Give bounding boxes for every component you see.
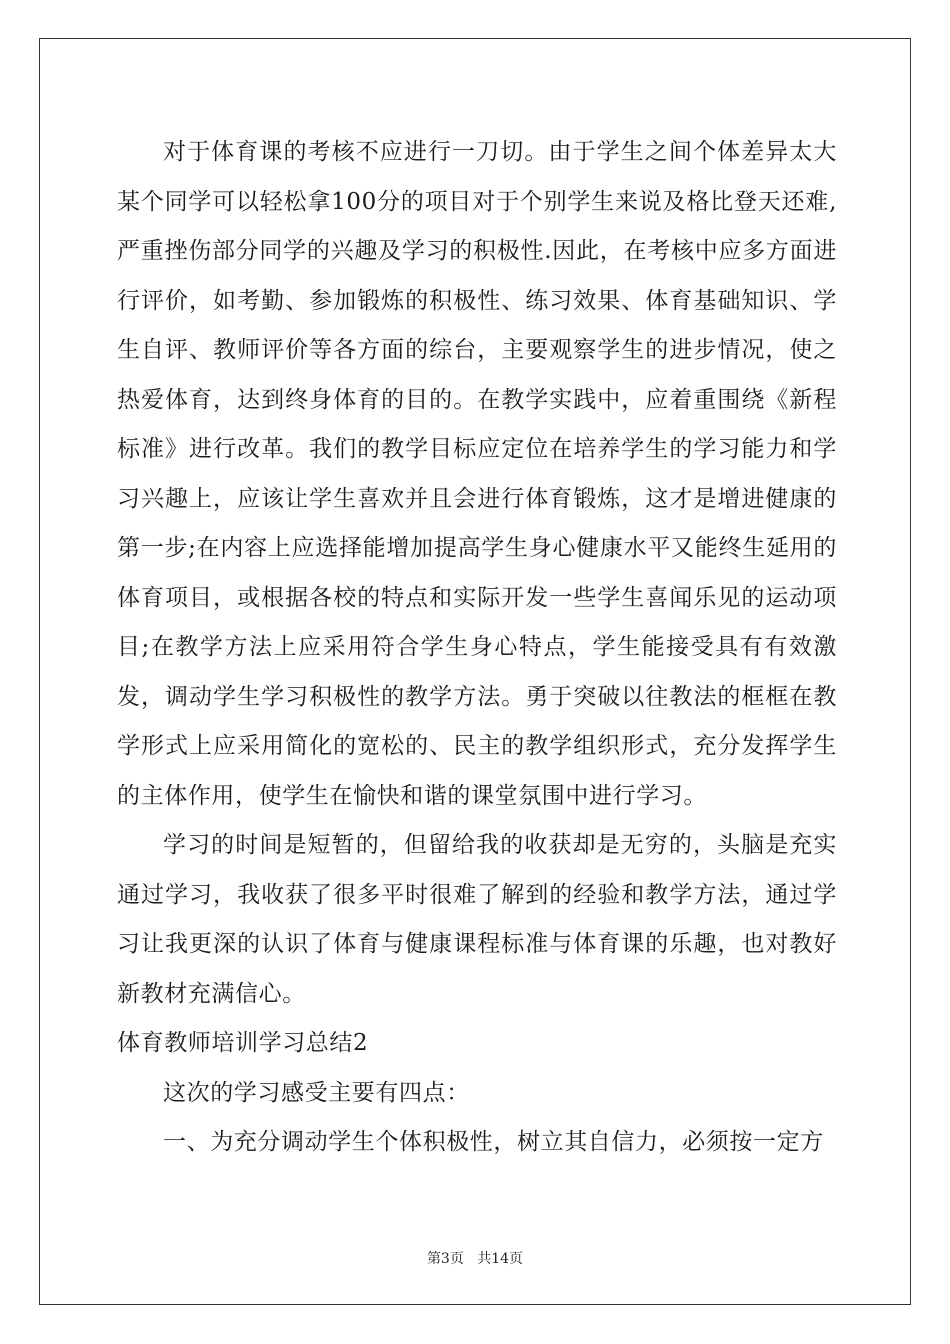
body-paragraph-2: 学习的时间是短暂的，但留给我的收获却是无穷的，头脑是充实通过学习，我收获了很多平时很难了解到的经验和教学方法，通过学习让我更深的认识了体育与健康课程标准与体育课的乐趣，也对教好新教材充满信心。: [117, 832, 837, 1007]
body-paragraph-3: 这次的学习感受主要有四点：: [163, 1079, 470, 1106]
section-heading: 体育教师培训学习总结2: [117, 1030, 369, 1056]
body-paragraph-4: 一、为充分调动学生个体积极性，树立其自信力，必须按一定方: [163, 1129, 824, 1155]
body-paragraph-1: 对于体育课的考核不应进行一刀切。由于学生之间个体差异太大某个同学可以轻松拿100分的项目对于个别学生来说及格比登天还难,严重挫伤部分同学的兴趣及学习的积极性.因此，在考核中应多方面进行评价，如考勤、参加锻炼的积极性、练习效果、体育基础知识、学生自评、教师评价等各方面的综台，主要观察学生的进步情况，使之热爱体育，达到终身体育的目的。在教学实践中，应着重围绕《新程标准》进行改革。我们的教学目标应定位在培养学生的学习能力和学习兴趣上，应该让学生喜欢并且会进行体育锻炼，这才是增进健康的第一步;在内容上应选择能增加提高学生身心健康水平又能终生延用的体育项目，或根据各校的特点和实际开发一些学生喜闻乐见的运动项目;在教学方法上应采用符合学生身心特点，学生能接受具有有效激发，调动学生学习积极性的教学方法。勇于突破以往教法的框框在教学形式上应采用简化的宽松的、民主的教学组织形式，充分发挥学生的主体作用，使学生在愉快和谐的课堂氛围中进行学习。: [117, 139, 837, 809]
footer-spacer: [464, 1251, 477, 1267]
page-footer: [0, 1248, 950, 1268]
document-body: [117, 128, 837, 1168]
page-total: 共14页: [477, 1251, 524, 1267]
page-number: 第3页: [426, 1251, 464, 1267]
